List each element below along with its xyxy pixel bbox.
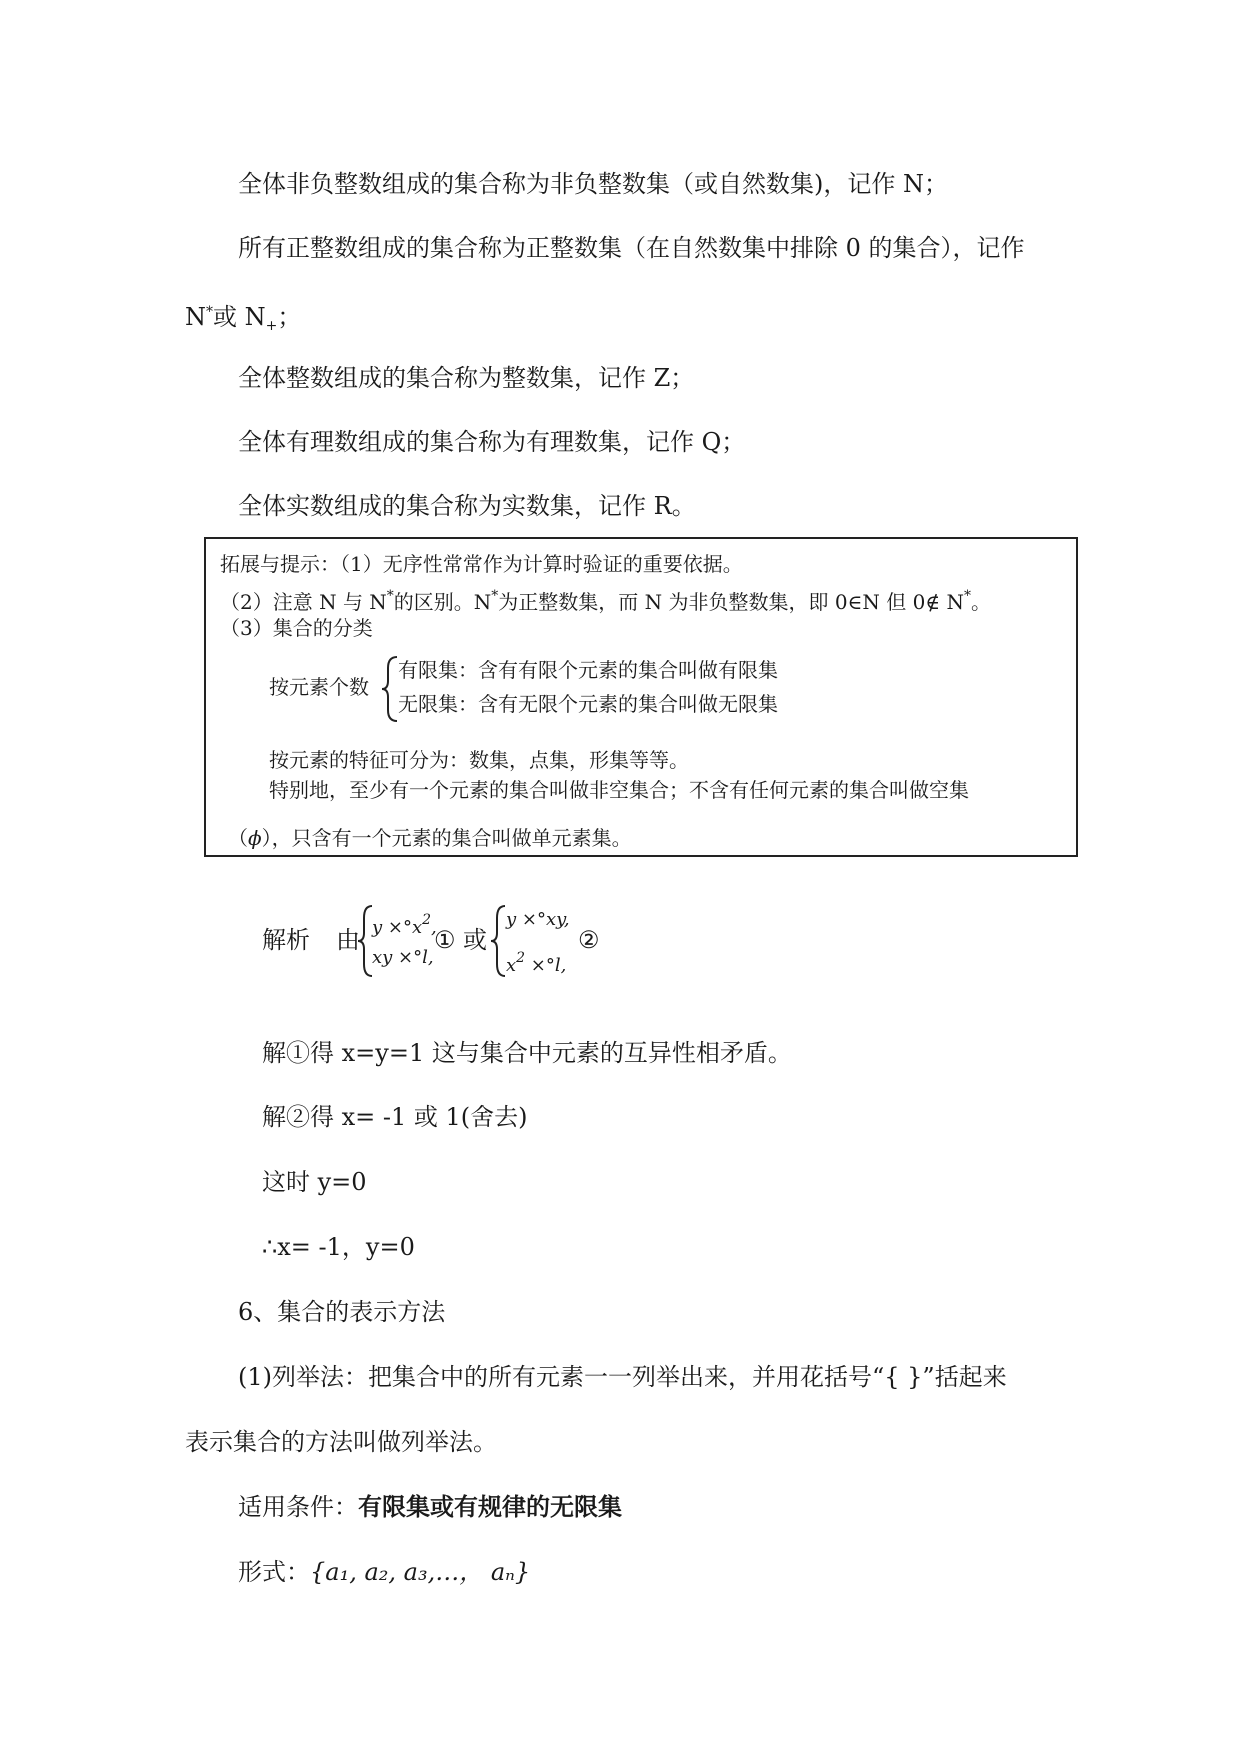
or-n-text: 或 N — [213, 303, 266, 331]
solution-step-3: 这时 y=0 — [262, 1168, 367, 1196]
solution-step-1: 解①得 x=y=1 这与集合中元素的互异性相矛盾。 — [262, 1039, 792, 1067]
finite-set-line: 有限集：含有有限个元素的集合叫做有限集 — [398, 658, 778, 682]
star-superscript: * — [206, 304, 213, 320]
plus-subscript: + — [265, 318, 278, 334]
condition-value: 有限集或有规律的无限集 — [358, 1492, 622, 1521]
tip-line-6: 按元素的特征可分为：数集，点集，形集等等。 — [269, 748, 689, 772]
positive-integer-set-line: 所有正整数组成的集合称为正整数集（在自然数集中排除 0 的集合），记作 — [238, 234, 1025, 262]
condition-label: 适用条件： — [238, 1493, 358, 1521]
enumeration-definition-line-1: (1)列举法：把集合中的所有元素一一列举出来，并用花括号“{ }”括起来 — [238, 1363, 1007, 1391]
solution-from: 由 — [336, 926, 360, 954]
tip-line-2: （2）注意 N 与 N*的区别。N*为正整数集，而 N 为非负整数集，即 0∈N 但 0∉ N*。 — [220, 588, 991, 614]
form-line — [238, 1557, 530, 1587]
system1-eq2: xy ×°l, — [372, 947, 434, 968]
tip-line-7: 特别地，至少有一个元素的集合叫做非空集合；不含有任何元素的集合叫做空集 — [269, 778, 969, 802]
applicable-condition-line — [238, 1492, 622, 1522]
or-text: 或 — [463, 926, 487, 954]
tip-line-8: （ϕ），只含有一个元素的集合叫做单元素集。 — [228, 826, 632, 850]
infinite-set-line: 无限集：含有无限个元素的集合叫做无限集 — [398, 692, 778, 716]
system1-eq1: $y \times^\circ x^2$, — [372, 912, 437, 938]
tip-line-1: 拓展与提示：（1）无序性常常作为计算时验证的重要依据。 — [220, 552, 743, 576]
circled-one: ① — [434, 926, 456, 954]
semicolon: ； — [277, 303, 302, 331]
form-label: 形式： — [238, 1558, 310, 1586]
solution-step-4: ∴x= -1，y=0 — [262, 1233, 415, 1261]
section-6-title: 6、集合的表示方法 — [238, 1298, 446, 1326]
n-symbol: N — [185, 303, 206, 331]
rational-set-line: 全体有理数组成的集合称为有理数集，记作 Q； — [238, 428, 746, 456]
natural-number-set-line: 全体非负整数组成的集合称为非负整数集（或自然数集)，记作 N； — [238, 170, 948, 198]
tips-box — [204, 537, 1078, 857]
tip-line-3: （3）集合的分类 — [220, 616, 373, 640]
system2-eq1: y ×°xy, — [506, 909, 570, 930]
form-value: {a₁, a₂, a₃,…， aₙ} — [310, 1558, 531, 1586]
system2-eq2: $x^2 \times^\circ l$, — [506, 950, 567, 976]
solution-label: 解析 — [262, 926, 310, 954]
real-set-line: 全体实数组成的集合称为实数集，记作 R。 — [238, 492, 696, 520]
classify-by-count-label: 按元素个数 — [269, 675, 369, 699]
enumeration-definition-line-2: 表示集合的方法叫做列举法。 — [185, 1428, 497, 1456]
positive-integer-notation-line — [185, 297, 301, 341]
circled-two: ② — [578, 926, 600, 954]
integer-set-line: 全体整数组成的集合称为整数集，记作 Z； — [238, 364, 695, 392]
empty-set-symbol: ϕ — [248, 826, 262, 850]
solution-step-2: 解②得 x= -1 或 1(舍去) — [262, 1103, 528, 1131]
